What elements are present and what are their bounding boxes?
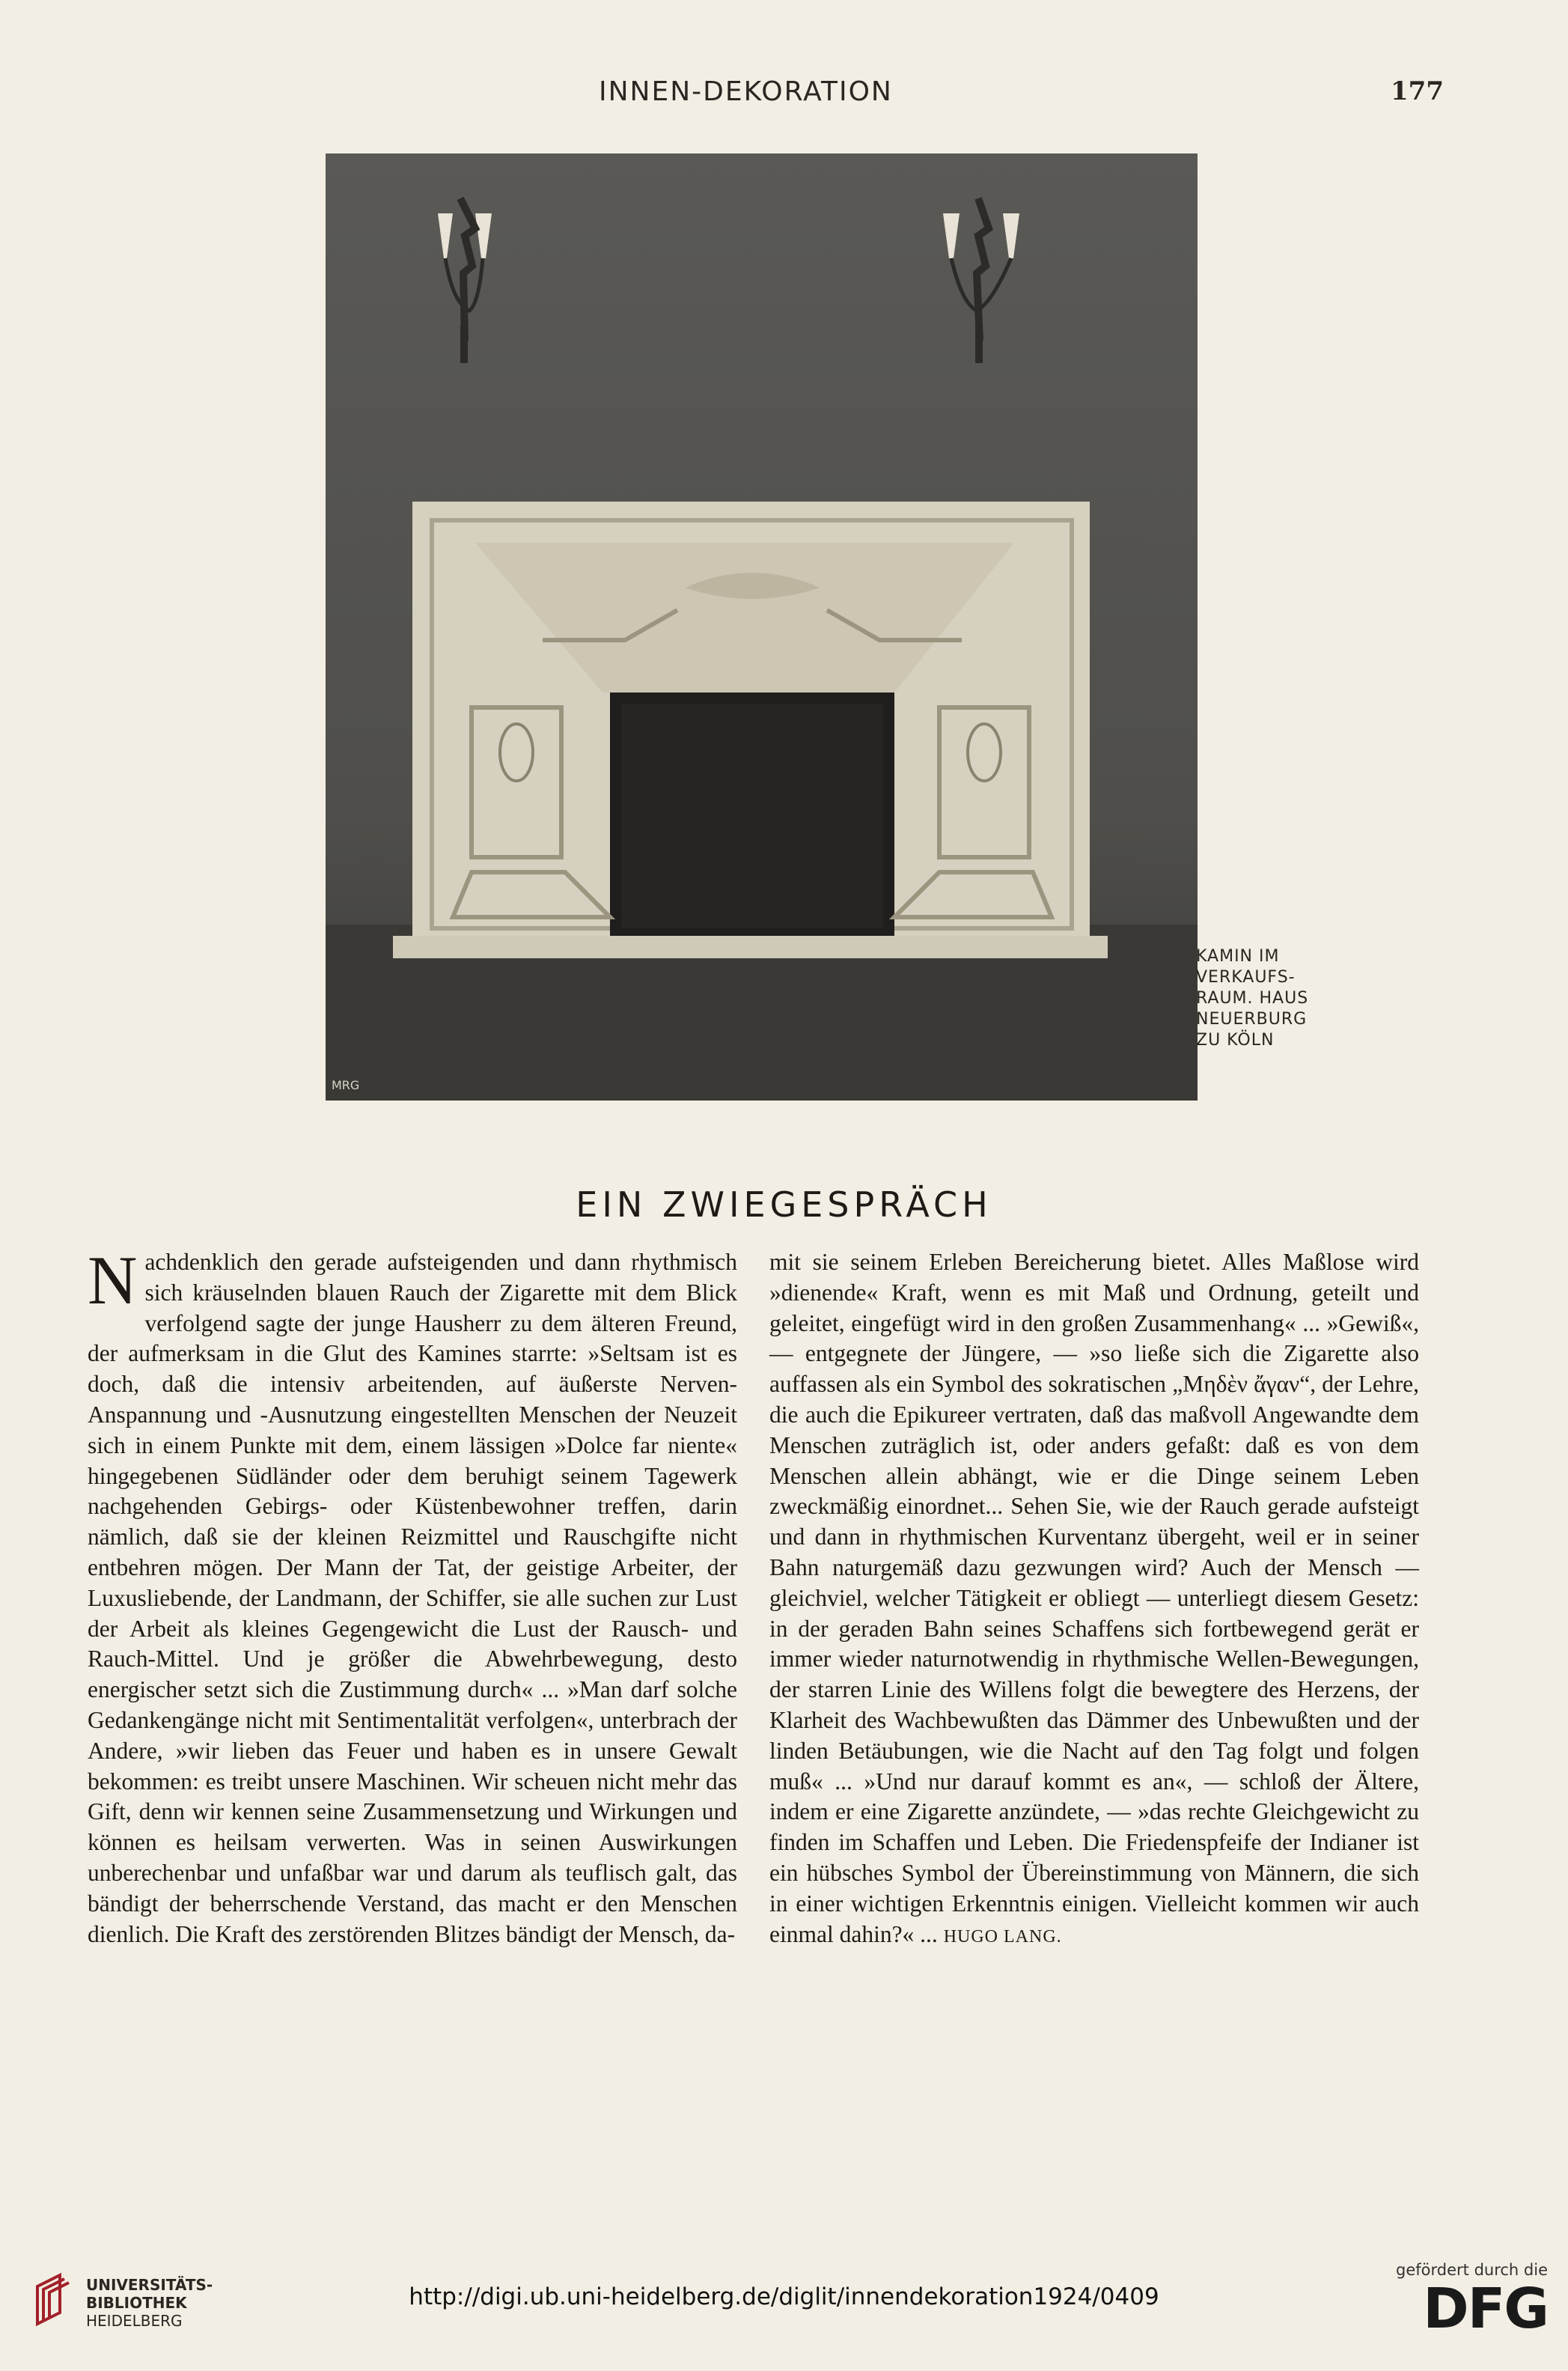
- caption-line: VERKAUFS-: [1196, 968, 1296, 987]
- right-column: [769, 1247, 1419, 1952]
- right-paragraph: [769, 1247, 1419, 1952]
- article-title: EIN ZWIEGESPRÄCH: [576, 1184, 992, 1225]
- fireplace-photo: [326, 153, 1198, 1101]
- dfg-logo[interactable]: [1391, 2261, 1548, 2351]
- author-name: HUGO LANG.: [943, 1926, 1062, 1947]
- left-paragraph: [88, 1242, 737, 1950]
- page-number: 177: [1391, 76, 1444, 106]
- library-line: BIBLIOTHEK: [86, 2294, 187, 2312]
- mantel: [393, 502, 1108, 958]
- drop-cap: N: [88, 1242, 138, 1318]
- library-line: HEIDELBERG: [86, 2312, 183, 2330]
- page-header: [0, 76, 1568, 121]
- caption-line: NEUERBURG: [1196, 1010, 1308, 1029]
- caption-line: RAUM. HAUS: [1196, 989, 1309, 1008]
- caption-line: KAMIN IM: [1196, 947, 1280, 966]
- left-column-text: achdenklich den gerade aufsteigenden und dann rhythmisch sich kräuselnden blauen Rauch der Zigarette mit dem Blick verfolgend sagte der junge Hausherr zu dem älteren Freund, der aufmerksam in die Glut des Kamines starrte: »Seltsam ist es doch, daß die intensiv arbeitenden, auf äußerste Nerven-Anspannung und -Ausnutzung eingestellten Menschen der Neuzeit sich in einem Punkte mit dem, einem lässigen »Dolce far niente« hingegebenen Südländer oder dem beruhigt seinem Tagewerk nachgehenden Gebirgs- oder Küstenbewohner treffen, darin nämlich, daß sie der kleinen Reizmittel und Rauschgifte nicht entbehren mögen. Der Mann der Tat, der geistige Arbeiter, der Luxusliebende, der Landmann, der Schiffer, sie alle suchen zur Lust der Arbeit als kleines Gegengewicht die Lust der Rausch- und Rauch-Mittel. Und je größer die Abwehrbewegung, desto energischer setzt sich die Zustimmung durch« ... »Man darf solche Gedankengänge nicht mit Sentimentalität verfolgen«, unterbrach der Andere, »wir lieben das Feuer und haben es in unsere Gewalt bekommen: es treibt unsere Maschinen. Wir scheuen nicht mehr das Gift, denn wir kennen seine Zusammensetzung und Wirkungen und können es heilsam verwerten. Was in seinen Auswirkungen unberechenbar und unfaßbar war und darum als teuflisch galt, das bändigt der beherrschende Verstand, das macht er den Menschen dienlich. Die Kraft des zerstörenden Blitzes bändigt der Mensch, da-: [88, 1249, 737, 1947]
- library-line: UNIVERSITÄTS-: [86, 2276, 213, 2294]
- fireplace-illustration: [326, 153, 1198, 1101]
- figure-caption: [1196, 946, 1346, 1051]
- left-column: [88, 1242, 737, 1950]
- right-column-text: mit sie seinem Erleben Bereicherung bietet. Alles Maßlose wird »dienende« Kraft, wenn es mit Maß und Ordnung, geteilt und geleitet, eingefügt wird in den großen Zusammenhang« ... »Gewiß«, — entgegnete der Jüngere, — »so ließe sich die Zigarette also auffassen als ein Symbol des sokratischen „Μηδὲν ἄγαν“, der Lehre, die auch die Epikureer vertraten, daß das maßvoll Angewandte dem Menschen zuträglich ist, oder anders gefaßt: daß es von dem Menschen allein abhängt, wie er die Dinge seinem Leben zweckmäßig einordnet... Sehen Sie, wie der Rauch gerade aufsteigt und dann in rhythmischen Kurventanz übergeht, weil er in seiner Bahn naturgemäß dazu gezwungen wird? Auch der Mensch — gleichviel, welcher Tätigkeit er obliegt — unterliegt diesem Gesetz: in der geraden Bahn seines Schaffens sich fortbewegend gerät er immer wieder naturnotwendig in rhythmische Wellen-Bewegungen, der starren Linie des Willens folgt die bewegtere des Herzens, der Klarheit des Wachbewußten das Dämmer des Unbewußten und der linden Betäubungen, wie die Nacht auf den Tag folgt und folgen muß« ... »Und nur darauf kommt es an«, — schloß der Ältere, indem er eine Zigarette anzündete, — »das rechte Gleichgewicht zu finden im Schaffen und Leben. Die Friedenspfeife der Indianer ist ein hübsches Symbol der Übereinstimmung von Männern, die sich in einer wichtigen Erkenntnis einigen. Vielleicht kommen wir auch einmal dahin?« ...: [769, 1249, 1419, 1947]
- caption-line: ZU KÖLN: [1196, 1031, 1275, 1050]
- running-title: INNEN-DEKORATION: [599, 76, 893, 107]
- source-url[interactable]: [0, 2283, 1568, 2310]
- source-url-link[interactable]: http://digi.ub.uni-heidelberg.de/diglit/innendekoration1924/0409: [409, 2283, 1159, 2310]
- photo-monogram: MRG: [332, 1078, 360, 1092]
- dfg-wordmark: DFG: [1423, 2277, 1548, 2341]
- funding-note: gefördert durch die: [1396, 2261, 1548, 2279]
